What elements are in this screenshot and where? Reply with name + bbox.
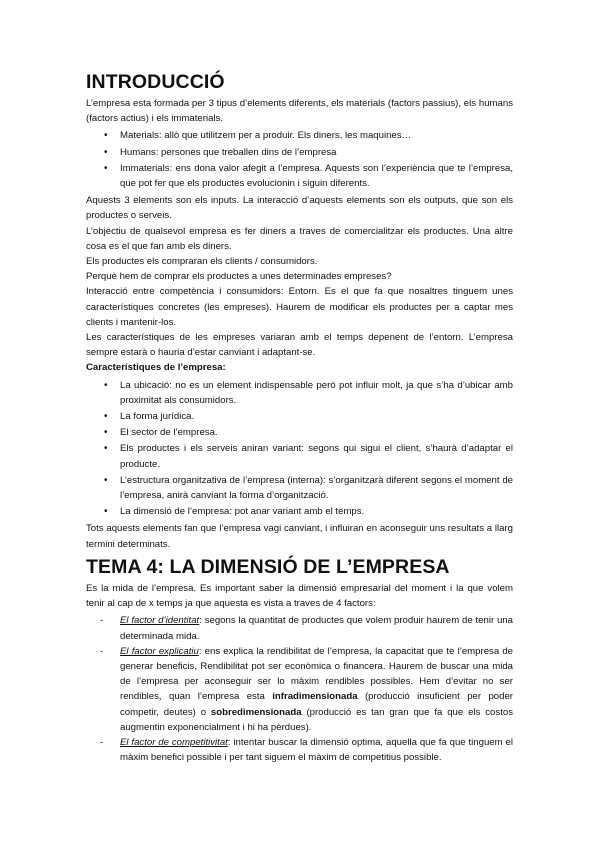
factor-keyword: infradimensionada bbox=[272, 691, 358, 703]
list-item bbox=[120, 644, 513, 735]
intro-paragraph-6: Interacció entre competència i consumidors: Entorn. Es el que fa que nosaltres tinguem unes característiques concretes (les empreses). Haurem de modificar els productes per a captar mes clients i mantenir-los. bbox=[86, 286, 513, 328]
factors-list bbox=[86, 613, 513, 765]
intro-paragraph-5: Perquè hem de comprar els productes a unes determinades empreses? bbox=[86, 271, 392, 283]
list-item: • L’estructura organitzativa de l’empresa (interna): s’organitzarà diferent segons el moment de l’empresa, anirà canviant la forma d’organització. bbox=[120, 473, 513, 503]
features-list bbox=[86, 378, 513, 520]
intro-paragraph-8: Tots aquests elements fan que l’empresa vagi canviant, i influiran en aconseguir uns resultats a llarg termini determinats. bbox=[86, 523, 513, 550]
intro-paragraph-7: Les característiques de les empreses variaran amb el temps depenent de l’entorn. L’empresa sempre estarà o hauria d’estar canviant i adaptant-se. bbox=[86, 332, 513, 359]
factor-text: (producció insuficient per poder competir, deutes) o bbox=[120, 691, 513, 718]
factor-text: : ens explica la rendibilitat de l’empresa, la capacitat que te l’empresa de generar beneficis, Rendibilitat pot ser econòmica o financera. Haurem de buscar una mida de l’empresa per aconseguir ser lo màxim rendibles possibles. Hem d’evitar no ser rendibles, quan l’empresa esta bbox=[120, 645, 513, 703]
list-item bbox=[120, 613, 513, 643]
tema4-heading: TEMA 4: LA DIMENSIÓ DE L’EMPRESA bbox=[86, 555, 450, 578]
list-item: • Materials: allò que utilitzem per a produir. Els diners, les maquines… bbox=[120, 128, 513, 143]
intro-heading: INTRODUCCIÓ bbox=[86, 71, 225, 93]
intro-paragraph-1: L’empresa esta formada per 3 tipus d’elements diferents, els materials (factors passius), els humans (factors actius) i els immaterials. bbox=[86, 98, 513, 125]
list-item: • Els productes i els serveis aniran variant: segons qui sigui el client, s’haurà d’adaptar el producte. bbox=[120, 441, 513, 471]
intro-paragraph-2: Aquests 3 elements son els inputs. La interacció d’aquests elements son els outputs, que son els productes o serveis. bbox=[86, 195, 513, 222]
list-item: • La forma jurídica. bbox=[120, 409, 513, 424]
list-item: • Immaterials: ens dona valor afegit a l’empresa. Aquests son l’experiència que te l’empresa, que pot fer que els productes evolucionin i siguin diferents. bbox=[120, 161, 513, 191]
factor-text: : intentar buscar la dimensió optima, aquella que fa que tinguem el màxim benefici possible i per tant siguem el màxim de competitius possible. bbox=[120, 736, 513, 764]
factor-text: : segons la quantitat de productes que volem produir haurem de tenir una determinada mida. bbox=[120, 615, 513, 642]
factor-term: El factor de competitivitat bbox=[120, 736, 228, 748]
list-item: • El sector de l’empresa. bbox=[120, 425, 513, 440]
factor-term: El factor d’identitat bbox=[120, 615, 200, 627]
intro-paragraph-4: Els productes els compraran els clients / consumidors. bbox=[86, 256, 318, 268]
factor-term: El factor explicatiu bbox=[120, 645, 199, 657]
intro-paragraph-3: L’objectiu de qualsevol empresa es fer diners a traves de comercialitzar els productes. Una altre cosa es el que fan amb els diners. bbox=[86, 225, 513, 252]
list-item: • La ubicació: no es un element indispensable però pot influir molt, ja que s’ha d’ubicar amb proximitat als consumidors. bbox=[120, 378, 513, 408]
list-item: • Humans: persones que treballen dins de l’empresa bbox=[120, 145, 513, 160]
element-types-list bbox=[86, 128, 513, 191]
features-heading: Característiques de l’empresa: bbox=[86, 362, 226, 374]
list-item bbox=[120, 735, 513, 765]
factor-keyword: sobredimensionada bbox=[210, 706, 302, 718]
list-item: • La dimensió de l’empresa: pot anar variant amb el temps. bbox=[120, 504, 513, 519]
factor-text: (producció es tan gran que fa que els costos augmentin exponencialment i hi ha pèrdues). bbox=[120, 706, 513, 733]
tema4-paragraph-1: Es la mida de l’empresa. Es important saber la dimensió empresarial del moment i la que volem tenir al cap de x temps ja que aquesta es vista a traves de 4 factors: bbox=[86, 582, 513, 610]
